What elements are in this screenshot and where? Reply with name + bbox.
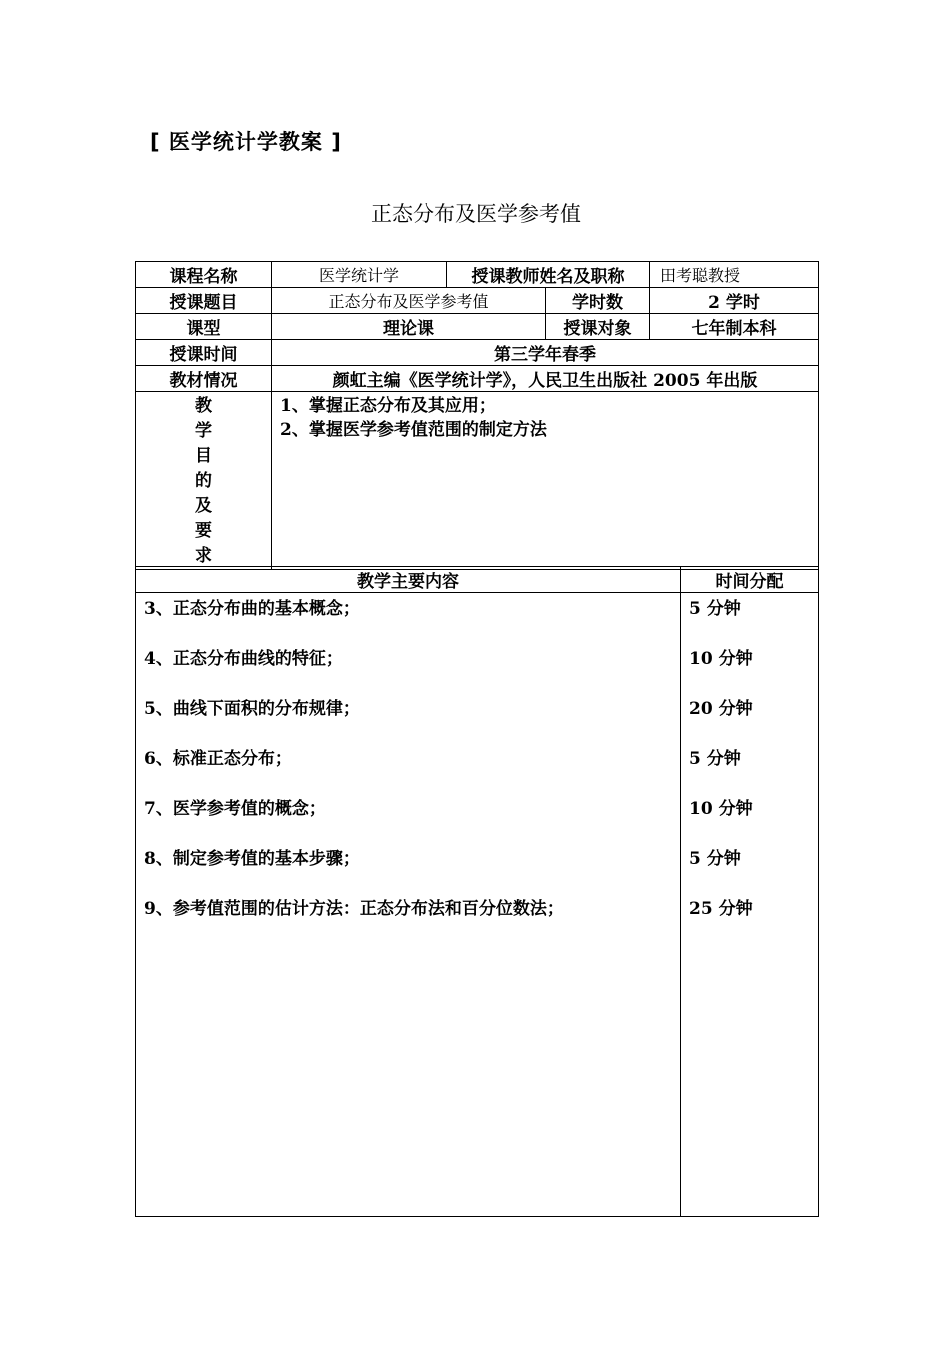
goals-list [272, 392, 819, 570]
time-item: 10 分钟 [689, 799, 753, 819]
textbook-value: 颜虹主编《医学统计学》，人民卫生出版社 2005 年出版 [272, 366, 819, 392]
hours-value: 2 学时 [650, 288, 819, 314]
goals-label-char: 要 [195, 521, 212, 541]
goals-row [136, 392, 819, 570]
course-name-row [136, 262, 819, 288]
time-label: 授课时间 [136, 340, 272, 366]
textbook-row [136, 366, 819, 392]
content-items [136, 593, 681, 1217]
time-value: 第三学年春季 [272, 340, 819, 366]
content-item: 8、制定参考值的基本步骤； [144, 849, 360, 869]
teacher-label: 授课教师姓名及职称 [447, 262, 650, 288]
time-item: 10 分钟 [689, 649, 753, 669]
goal-item: 1、掌握正态分布及其应用； [280, 396, 496, 416]
goals-label-char: 教 [195, 396, 212, 416]
teaching-content-table [135, 566, 819, 1217]
main-content-header: 教学主要内容 [136, 567, 681, 593]
goals-label-char: 求 [195, 546, 212, 566]
goals-label [136, 392, 272, 570]
content-header-row [136, 567, 819, 593]
content-item: 5、曲线下面积的分布规律； [144, 699, 360, 719]
document-title: 正态分布及医学参考值 [371, 202, 581, 226]
audience-value: 七年制本科 [650, 314, 819, 340]
content-item: 7、医学参考值的概念； [144, 799, 326, 819]
time-allocation-header: 时间分配 [681, 567, 819, 593]
hours-label: 学时数 [546, 288, 650, 314]
topic-value: 正态分布及医学参考值 [272, 288, 546, 314]
time-item: 5 分钟 [689, 749, 741, 769]
document-header-tag: [ 医学统计学教案 ] [150, 130, 342, 154]
audience-label: 授课对象 [546, 314, 650, 340]
content-item: 3、正态分布曲的基本概念； [144, 599, 360, 619]
content-body-row [136, 593, 819, 1217]
content-item: 6、标准正态分布； [144, 749, 292, 769]
type-value: 理论课 [272, 314, 546, 340]
teacher-value: 田考聪教授 [650, 262, 819, 288]
time-item: 25 分钟 [689, 899, 753, 919]
topic-row [136, 288, 819, 314]
course-name-label: 课程名称 [136, 262, 272, 288]
time-row [136, 340, 819, 366]
course-name-value: 医学统计学 [272, 262, 447, 288]
goals-label-char: 及 [195, 496, 212, 516]
textbook-label: 教材情况 [136, 366, 272, 392]
course-info-table [135, 261, 819, 570]
time-item: 5 分钟 [689, 849, 741, 869]
time-item: 20 分钟 [689, 699, 753, 719]
topic-label: 授课题目 [136, 288, 272, 314]
goals-label-char: 目 [195, 446, 212, 466]
type-row [136, 314, 819, 340]
time-item: 5 分钟 [689, 599, 741, 619]
type-label: 课型 [136, 314, 272, 340]
content-item: 9、参考值范围的估计方法：正态分布法和百分位数法； [144, 899, 564, 919]
goals-label-char: 的 [195, 471, 212, 491]
time-items [681, 593, 819, 1217]
content-item: 4、正态分布曲线的特征； [144, 649, 343, 669]
goals-label-char: 学 [195, 421, 212, 441]
goal-item: 2、掌握医学参考值范围的制定方法 [280, 420, 547, 440]
